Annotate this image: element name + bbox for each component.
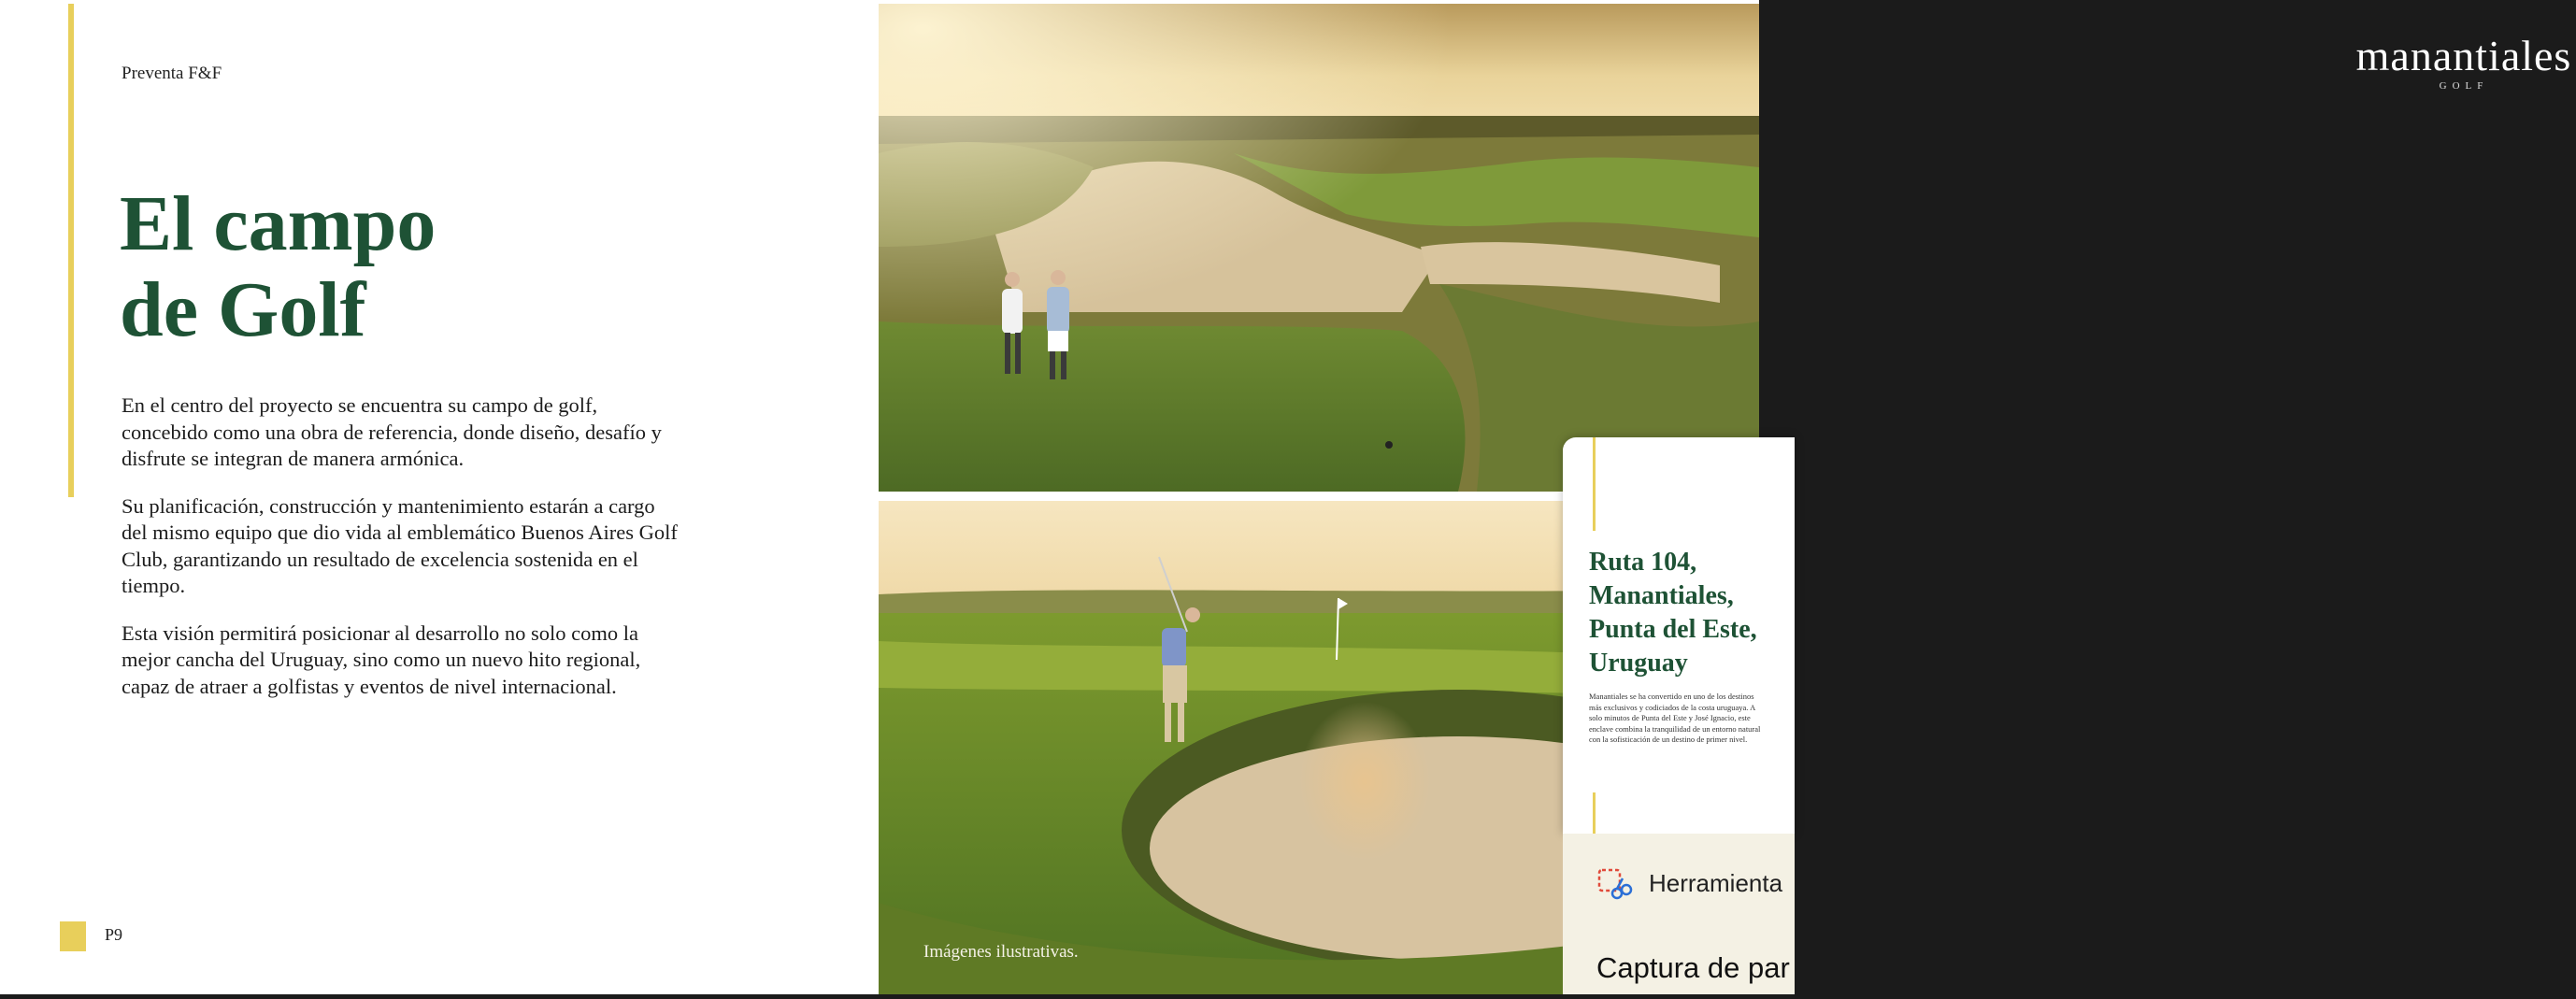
snipping-notification[interactable]: [1563, 834, 1795, 994]
thumb-title-line-2: Manantiales,: [1589, 581, 1734, 610]
page-number: P9: [105, 925, 123, 944]
page-marker: [60, 921, 86, 951]
screenshot-thumbnail[interactable]: [1563, 437, 1795, 834]
paragraph-2: Su planificación, construcción y mantenimiento estarán a cargo del mismo equipo que dio vida al emblemático Buenos Aires Golf Club, garantizando un resultado de excelencia sostenida en el tiempo.: [122, 493, 678, 597]
title-line-1: El campo: [120, 180, 436, 267]
thumb-title-line-4: Uruguay: [1589, 649, 1688, 678]
thumb-accent-line-bottom: [1593, 792, 1596, 834]
logo-sub: GOLF: [2439, 80, 2489, 92]
thumb-accent-line: [1593, 437, 1596, 531]
manantiales-logo: [2352, 32, 2576, 92]
slide-title: [120, 181, 436, 353]
golf-dunes-photo: [879, 4, 2572, 492]
thumb-body: Manantiales se ha convertido en uno de los destinos más exclusivos y codiciados de la costa uruguaya. A solo minutos de Punta del Este y José Ignacio, este enclave combina la tranquilidad de un entorno natural con la sofisticación de un destino de primer nivel.: [1589, 692, 1761, 744]
notification-message: Captura de par: [1596, 951, 1790, 984]
logo-name: manantiales: [2355, 32, 2572, 79]
slide-body: [122, 392, 682, 721]
notification-app-name: Herramienta: [1649, 869, 1783, 897]
paragraph-1: En el centro del proyecto se encuentra su campo de golf, concebido como una obra de referencia, donde diseño, desafío y disfrute se integran de manera armónica.: [122, 393, 662, 470]
paragraph-3: Esta visión permitirá posicionar al desarrollo no solo como la mejor cancha del Uruguay, sino como un nuevo hito regional, capaz de atraer a golfistas y eventos de nivel internacional.: [122, 621, 641, 698]
title-line-2: de Golf: [120, 266, 366, 353]
thumb-title-line-1: Ruta 104,: [1589, 548, 1697, 577]
thumb-title: [1589, 546, 1795, 680]
slide-kicker: Preventa F&F: [122, 64, 222, 83]
thumb-title-line-3: Punta del Este,: [1589, 615, 1757, 644]
accent-line: [68, 4, 74, 497]
snipping-tool-icon: [1596, 867, 1634, 905]
photo-caption: Imágenes ilustrativas.: [923, 942, 1079, 962]
